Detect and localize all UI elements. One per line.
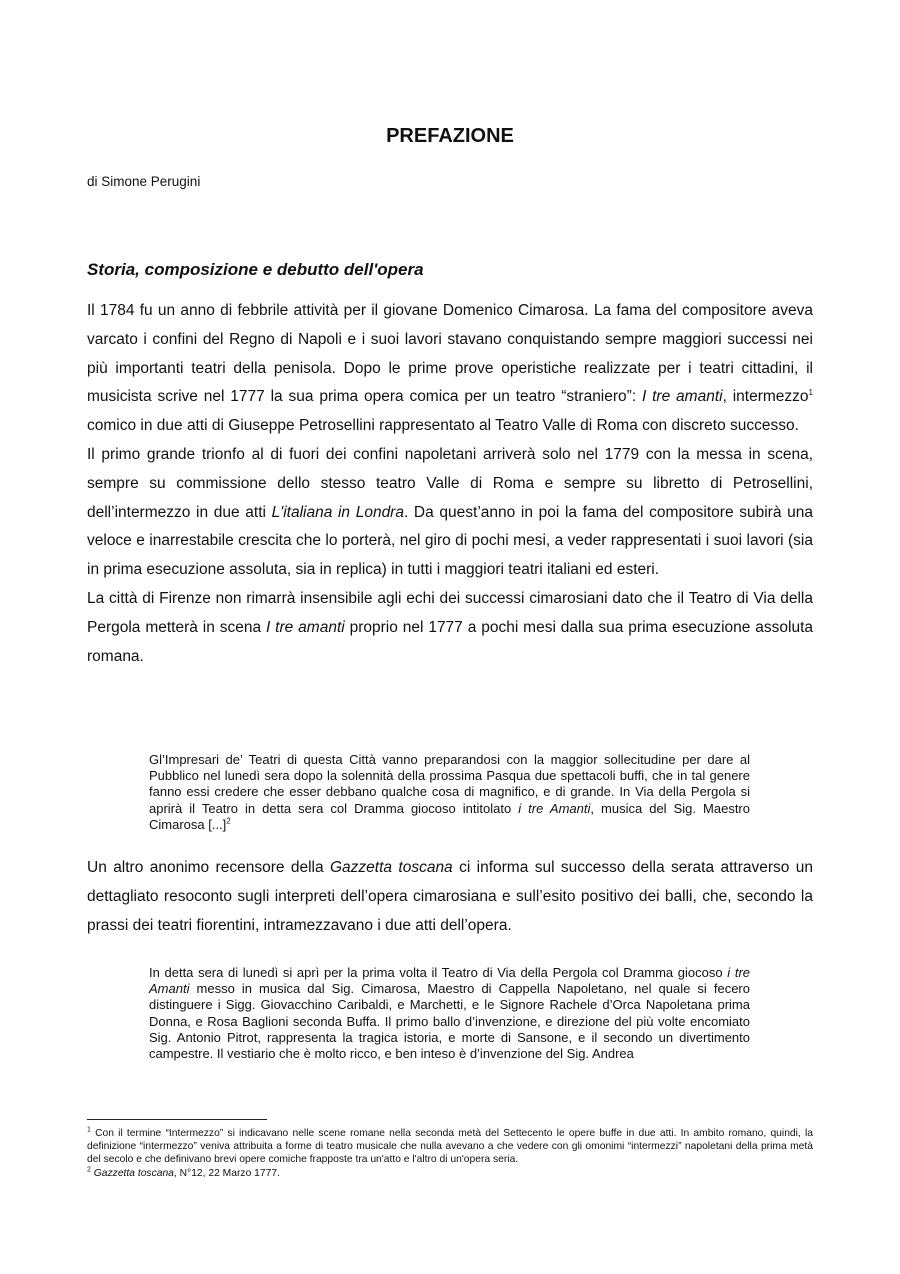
body-text-middle [87,854,813,940]
footnote-1: $^1$ Con il termine “Intermezzo” si indicavano nelle scene romane nella seconda metà del Settecento le opere buffe in due atti. In ambito romano, quindi, la definizione “intermezzo” veniva attribuita a forme di teatro musicale che nulla avevano a che vedere con gli omonimi “intermezzi” napoletani della prima metà del secolo e che definivano brevi opere comiche frapposte tra un'atto e l'altro di un'opera seria. [87,1126,813,1166]
footnote-ref-2[interactable]: 2 [226,816,231,826]
paragraph-3: La città di Firenze non rimarrà insensibile agli echi dei successi cimarosiani dato che il Teatro di Via della Pergola metterà in scena I tre amanti proprio nel 1777 a pochi mesi dalla sua prima esecuzione assoluta romana. [87,589,814,665]
page-title: PREFAZIONE [386,125,514,147]
footnotes [87,1127,813,1180]
section-heading: Storia, composizione e debutto dell'opera [87,260,424,279]
body-text-top [87,297,813,671]
footnote-separator [87,1119,267,1120]
paragraph-2: Il primo grande trionfo al di fuori dei confini napoletani arriverà solo nel 1779 con la messa in scena, sempre su commissione dello stesso teatro Valle di Roma e sempre su libretto di Petrosellini, dell’intermezzo in due atti L'italiana in Londra. Da quest’anno in poi la fama del compositore subirà una veloce e inarrestabile crescita che lo porterà, nel giro di pochi mesi, a veder rappresentati i suoi lavori (sia in prima esecuzione assoluta, sia in replica) in tutti i maggiori teatri italiani ed esteri. [87,445,813,579]
paragraph-1: Il 1784 fu un anno di febbrile attività per il giovane Domenico Cimarosa. La fama del compositore aveva varcato i confini del Regno di Napoli e i suoi lavori stavano conquistando sempre maggiori successi nei più importanti teatri della penisola. Dopo le prime prove operistiche realizzate per i teatri cittadini, il musicista scrive nel 1777 la sua prima opera comica per un teatro “straniero”: I tre amanti, intermezzo$^1$ comico in due atti di Giuseppe Petrosellini rappresentato al Teatro Valle di Roma con discreto successo. [87,302,813,435]
author-line: di Simone Perugini [87,174,201,189]
paragraph-4: Un altro anonimo recensore della Gazzetta toscana ci informa sul successo della serata attraverso un dettagliato resoconto sugli interpreti dell’opera cimarosiana e sull’esito positivo dei balli, che, secondo la prassi dei teatri fiorentini, intramezzavano i due atti dell’opera. [87,859,813,934]
footnote-2: $^2$ Gazzetta toscana, N°12, 22 Marzo 1777. [87,1166,280,1179]
block-quote-1: Gl’Impresari de’ Teatri di questa Città vanno preparandosi con la maggior sollecitudine per dare al Pubblico nel lunedì sera dopo la solennità della prossima Pasqua due spettacoli buffi, che in tal genere fanno essi credere che esser debbano qualche cosa di magnifico, e di grande. In Via della Pergola si aprirà il Teatro in detta sera col Dramma giocoso intitolato i tre Amanti, musica del Sig. Maestro Cimarosa [...]$^2$ [149,752,750,832]
footnote-ref-1[interactable]: 1 [808,388,813,398]
block-quote-2: In detta sera di lunedì si aprì per la prima volta il Teatro di Via della Pergola col Dramma giocoso i tre Amanti messo in musica dal Sig. Cimarosa, Maestro di Cappella Napoletano, nel quale si fecero distinguere i Sigg. Giovacchino Caribaldi, e Marchetti, e le Signore Rachele d’Orca Napoletana prima Donna, e Rosa Baglioni seconda Buffa. Il primo ballo d’invenzione, e direzione del più volte encomiato Sig. Antonio Pitrot, rappresenta la tragica istoria, e morte di Sansone, e il secondo un divertimento campestre. Il vestiario che è molto ricco, e ben inteso è d’invenzione del Sig. Andrea [149,965,750,1062]
